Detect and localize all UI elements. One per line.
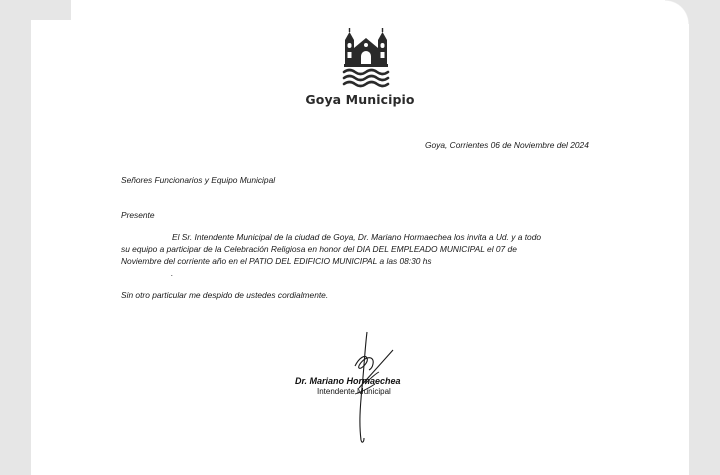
closing-line: Sin otro particular me despido de ustedes cordialmente. <box>121 290 329 300</box>
greeting: Presente <box>121 210 155 220</box>
letter-page <box>31 0 689 475</box>
addressee: Señores Funcionarios y Equipo Municipal <box>121 175 276 185</box>
page-corner <box>665 0 689 24</box>
body-line: su equipo a participar de la Celebración Religiosa en honor del DIA DEL EMPLEADO MUNICIPAL el 07 de <box>121 244 517 254</box>
letter-body <box>121 231 541 267</box>
goya-coat-of-arms-icon <box>341 26 391 88</box>
body-line: Noviembre del corriente año en el PATIO DEL EDIFICIO MUNICIPAL a las 08:30 hs <box>121 256 432 266</box>
brand-name: Goya Municipio <box>305 92 415 107</box>
date-line: Goya, Corrientes 06 de Noviembre del 2024 <box>425 140 589 150</box>
body-line: El Sr. Intendente Municipal de la ciudad de Goya, Dr. Mariano Hormaechea los invita a Ud. y a todo <box>172 232 542 242</box>
signatory-name: Dr. Mariano Hormaechea <box>295 376 401 386</box>
stray-mark: . <box>171 268 174 278</box>
signatory-role: Intendente Municipal <box>317 387 391 396</box>
